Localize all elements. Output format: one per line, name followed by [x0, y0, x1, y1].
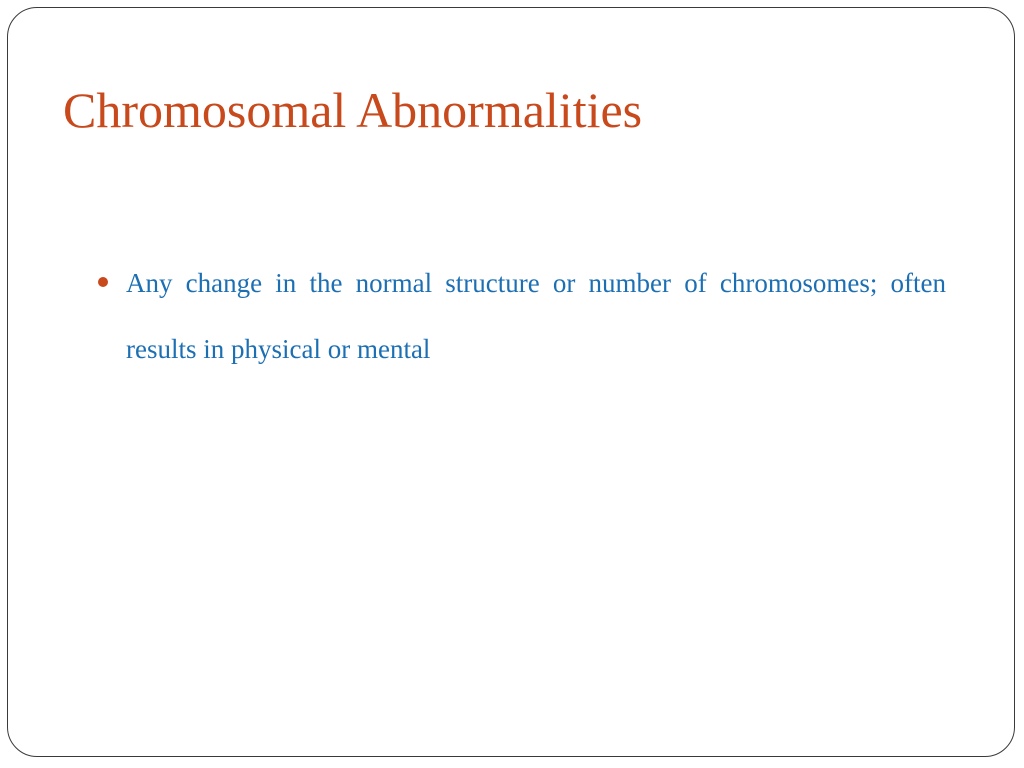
slide [7, 7, 1015, 757]
bullet-dot-icon [98, 277, 108, 287]
bullet-list [126, 250, 946, 382]
bullet-text: Any change in the normal structure or number of chromosomes; often results in physical or mental [126, 268, 946, 364]
slide-title: Chromosomal Abnormalities [63, 82, 643, 138]
bullet-item [126, 250, 946, 382]
